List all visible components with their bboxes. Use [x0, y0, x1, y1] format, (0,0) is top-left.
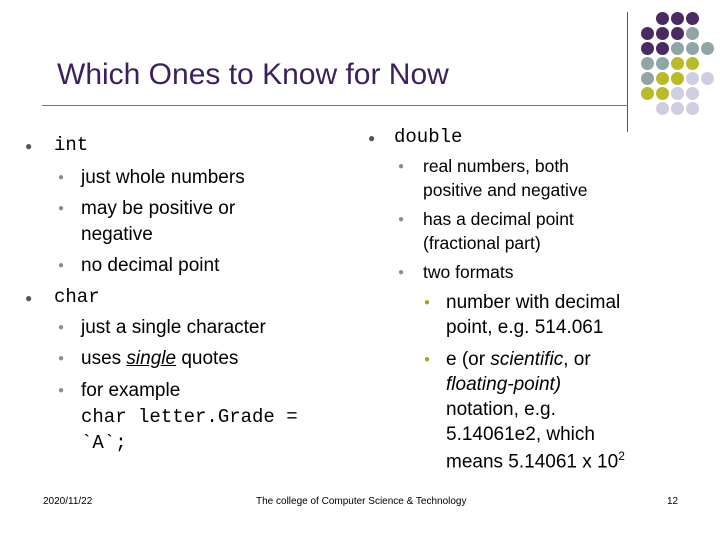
- decorative-dot: [671, 102, 684, 115]
- decorative-dot: [686, 87, 699, 100]
- bullet-icon: ●: [58, 385, 65, 396]
- char-example-code-1: char letter.Grade =: [81, 406, 298, 428]
- decorative-dot: [641, 42, 654, 55]
- bullet-icon: ●: [58, 260, 65, 271]
- decorative-dot: [641, 57, 654, 70]
- char-item-1: just a single character: [81, 317, 266, 338]
- char-item-3: for example: [81, 380, 181, 401]
- decorative-dot: [686, 27, 699, 40]
- char-example-code-2: `A`;: [81, 432, 127, 454]
- bullet-icon: ●: [25, 291, 33, 305]
- decorative-dot: [656, 57, 669, 70]
- slide-title: Which Ones to Know for Now: [57, 58, 449, 91]
- int-item-2: may be positive or: [81, 198, 236, 219]
- footer-organization: The college of Computer Science & Technology: [256, 496, 467, 507]
- decorative-dot: [671, 87, 684, 100]
- decorative-dot: [686, 102, 699, 115]
- double-label: double: [394, 126, 463, 148]
- decorative-dot: [671, 42, 684, 55]
- decorative-dot: [686, 72, 699, 85]
- decorative-dot: [656, 102, 669, 115]
- decorative-dot: [656, 72, 669, 85]
- bullet-icon: ●: [58, 353, 65, 364]
- decorative-dot: [686, 57, 699, 70]
- decorative-dot: [656, 27, 669, 40]
- decorative-dot: [641, 72, 654, 85]
- bullet-icon: ●: [58, 322, 65, 333]
- char-label: char: [54, 286, 100, 308]
- int-item-2-cont: negative: [81, 224, 153, 245]
- decorative-dot: [671, 27, 684, 40]
- decorative-dot: [686, 12, 699, 25]
- footer-page-number: 12: [667, 496, 679, 507]
- bullet-icon: ●: [398, 267, 405, 278]
- format-item-2-cont-1: floating-point): [446, 374, 562, 395]
- title-underline: [42, 105, 628, 106]
- bullet-icon: ●: [25, 139, 33, 153]
- decorative-dot: [671, 12, 684, 25]
- bullet-icon: ●: [424, 297, 431, 308]
- bullet-icon: ●: [424, 354, 431, 365]
- decorative-dot: [701, 42, 714, 55]
- format-item-2-cont-3: 5.14061e2, which: [446, 424, 595, 445]
- int-item-3: no decimal point: [81, 255, 220, 276]
- double-item-2-cont: (fractional part): [423, 233, 541, 253]
- decorative-dot: [656, 12, 669, 25]
- decorative-dot: [671, 72, 684, 85]
- decorative-dot: [701, 72, 714, 85]
- footer-date: 2020/11/22: [43, 496, 93, 507]
- format-item-1-cont: point, e.g. 514.061: [446, 317, 604, 338]
- decorative-dot: [686, 42, 699, 55]
- vertical-divider: [627, 12, 628, 132]
- bullet-icon: ●: [368, 131, 376, 145]
- decorative-dot: [641, 27, 654, 40]
- double-item-2: has a decimal point: [423, 209, 574, 229]
- bullet-icon: ●: [58, 203, 65, 214]
- format-item-2: e (or scientific, or: [446, 349, 591, 370]
- decorative-dot: [641, 87, 654, 100]
- int-label: int: [54, 134, 89, 156]
- bullet-icon: ●: [58, 172, 65, 183]
- double-item-3: two formats: [423, 262, 514, 282]
- decorative-dot: [671, 57, 684, 70]
- double-item-1-cont: positive and negative: [423, 180, 588, 200]
- bullet-icon: ●: [398, 161, 405, 172]
- decorative-dot: [656, 42, 669, 55]
- format-item-2-cont-2: notation, e.g.: [446, 399, 556, 420]
- int-item-1: just whole numbers: [81, 167, 245, 188]
- decorative-dot: [656, 87, 669, 100]
- bullet-icon: ●: [398, 214, 405, 225]
- double-item-1: real numbers, both: [423, 156, 569, 176]
- format-item-2-cont-4: means 5.14061 x $10^2$: [446, 449, 625, 473]
- char-item-2: uses single quotes: [81, 348, 239, 369]
- format-item-1: number with decimal: [446, 292, 621, 313]
